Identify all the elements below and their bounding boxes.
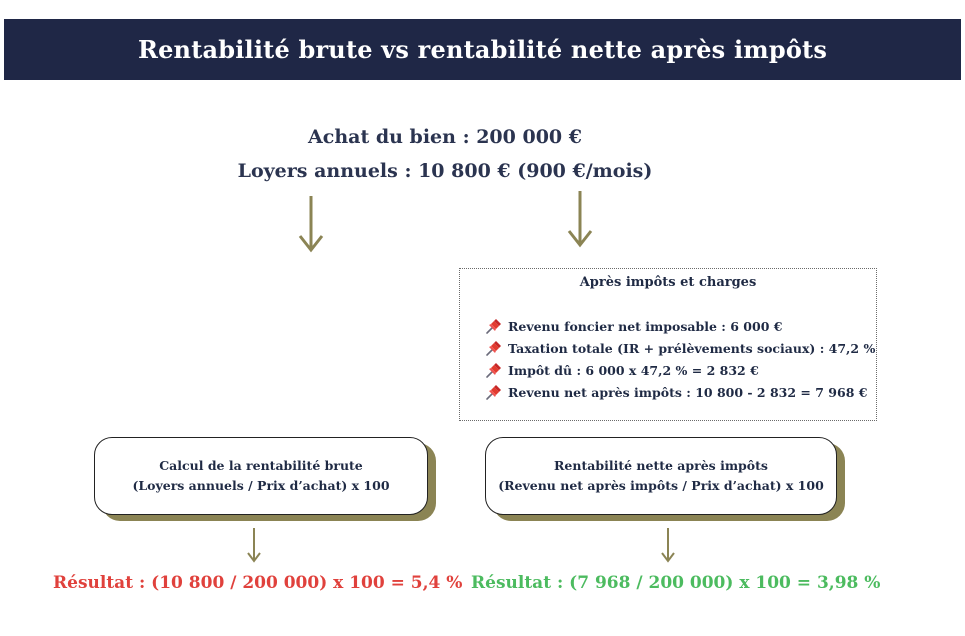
details-item-text: Revenu foncier net imposable : 6 000 € xyxy=(508,318,783,334)
net-result-text: Résultat : (7 968 / 200 000) x 100 = 3,98 % xyxy=(471,573,881,593)
annual-rent-text: Loyers annuels : 10 800 € (900 €/mois) xyxy=(237,160,653,182)
pushpin-icon xyxy=(484,360,504,380)
left-down-arrow-icon xyxy=(298,196,324,254)
gross-yield-box xyxy=(94,437,438,523)
details-item-text: Impôt dû : 6 000 x 47,2 % = 2 832 € xyxy=(508,362,759,378)
net-box-formula: (Revenu net après impôts / Prix d’achat) x 100 xyxy=(498,478,824,493)
page-title: Rentabilité brute vs rentabilité nette après impôts xyxy=(137,35,828,64)
details-item-text: Revenu net après impôts : 10 800 - 2 832 = 7 968 € xyxy=(508,384,868,400)
details-list xyxy=(484,315,875,403)
pushpin-icon xyxy=(484,338,504,358)
gross-result-text: Résultat : (10 800 / 200 000) x 100 = 5,4 % xyxy=(53,573,463,593)
net-yield-box xyxy=(485,437,847,523)
details-item xyxy=(484,337,875,359)
pushpin-icon xyxy=(484,382,504,402)
details-title: Après impôts et charges xyxy=(579,275,757,290)
net-box-title: Rentabilité nette après impôts xyxy=(554,458,768,473)
details-item-text: Taxation totale (IR + prélèvements sociaux) : 47,2 % xyxy=(508,340,876,356)
right-down-arrow-icon xyxy=(567,191,593,249)
title-banner xyxy=(4,19,961,80)
net-box-card xyxy=(485,437,837,515)
gross-box-formula: (Loyers annuels / Prix d’achat) x 100 xyxy=(132,478,390,493)
gross-box-title: Calcul de la rentabilité brute xyxy=(159,458,363,473)
after-tax-details-box xyxy=(459,268,877,421)
details-item xyxy=(484,315,875,337)
pushpin-icon xyxy=(484,316,504,336)
details-item xyxy=(484,381,875,403)
gross-box-card xyxy=(94,437,428,515)
net-result-arrow-icon xyxy=(660,528,676,564)
purchase-price-text: Achat du bien : 200 000 € xyxy=(308,126,582,148)
gross-result-arrow-icon xyxy=(246,528,262,564)
details-item xyxy=(484,359,875,381)
